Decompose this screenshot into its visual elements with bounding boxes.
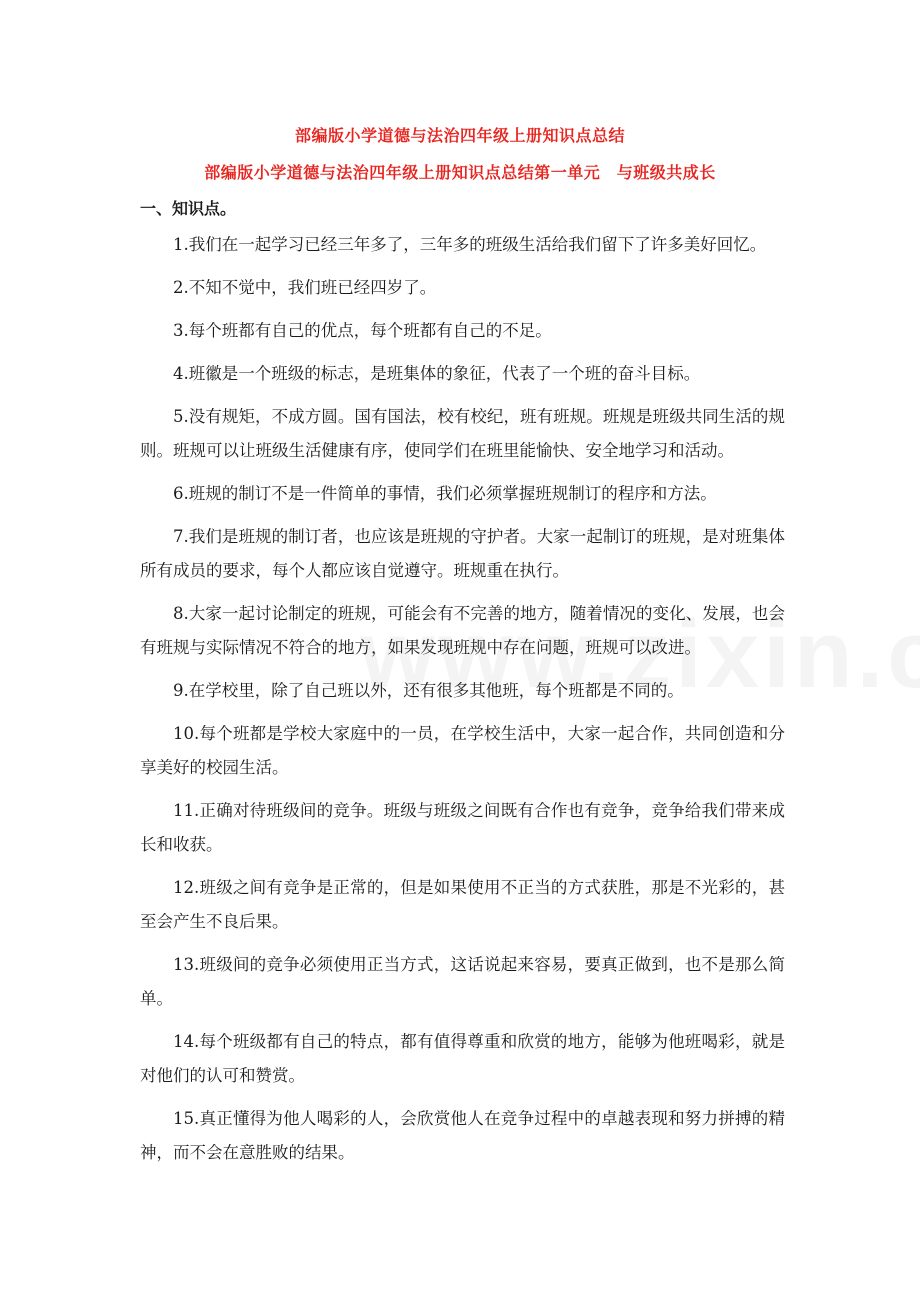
knowledge-point-15: 15.真正懂得为他人喝彩的人，会欣赏他人在竞争过程中的卓越表现和努力拼搏的精神，而不会在意胜败的结果。: [140, 1109, 785, 1162]
knowledge-point-12: 12.班级之间有竞争是正常的，但是如果使用不正当的方式获胜，那是不光彩的，甚至会产生不良后果。: [140, 878, 785, 931]
knowledge-point-10: 10.每个班都是学校大家庭中的一员，在学校生活中，大家一起合作，共同创造和分享美好的校园生活。: [140, 724, 785, 777]
document-title: 部编版小学道德与法治四年级上册知识点总结: [294, 126, 625, 145]
knowledge-point-13: 13.班级间的竞争必须使用正当方式，这话说起来容易，要真正做到，也不是那么简单。: [140, 955, 785, 1008]
knowledge-point-11: 11.正确对待班级间的竞争。班级与班级之间既有合作也有竞争，竞争给我们带来成长和收获。: [140, 801, 785, 854]
knowledge-point-6: 6.班规的制订不是一件简单的事情，我们必须掌握班规制订的程序和方法。: [173, 484, 717, 503]
knowledge-point-8: 8.大家一起讨论制定的班规，可能会有不完善的地方，随着情况的变化、发展，也会有班规与实际情况不符合的地方，如果发现班规中存在问题，班规可以改进。: [140, 604, 785, 657]
knowledge-point-4: 4.班徽是一个班级的标志，是班集体的象征，代表了一个班的奋斗目标。: [173, 364, 701, 383]
knowledge-point-7: 7.我们是班规的制订者，也应该是班规的守护者。大家一起制订的班规，是对班集体所有成员的要求，每个人都应该自觉遵守。班规重在执行。: [140, 527, 785, 580]
knowledge-point-14: 14.每个班级都有自己的特点，都有值得尊重和欣赏的地方，能够为他班喝彩，就是对他们的认可和赞赏。: [140, 1032, 785, 1085]
knowledge-point-5: 5.没有规矩，不成方圆。国有国法，校有校纪，班有班规。班规是班级共同生活的规则。班规可以让班级生活健康有序，使同学们在班里能愉快、安全地学习和活动。: [140, 407, 785, 460]
document-subtitle: 部编版小学道德与法治四年级上册知识点总结第一单元 与班级共成长: [204, 163, 716, 182]
section-heading: 一、知识点。: [140, 199, 237, 218]
knowledge-point-9: 9.在学校里，除了自己班以外，还有很多其他班，每个班都是不同的。: [173, 681, 684, 700]
knowledge-point-1: 1.我们在一起学习已经三年多了，三年多的班级生活给我们留下了许多美好回忆。: [173, 235, 767, 254]
knowledge-point-2: 2.不知不觉中，我们班已经四岁了。: [173, 278, 437, 297]
knowledge-point-3: 3.每个班都有自己的优点，每个班都有自己的不足。: [173, 321, 552, 340]
knowledge-points-list: [140, 228, 785, 1179]
